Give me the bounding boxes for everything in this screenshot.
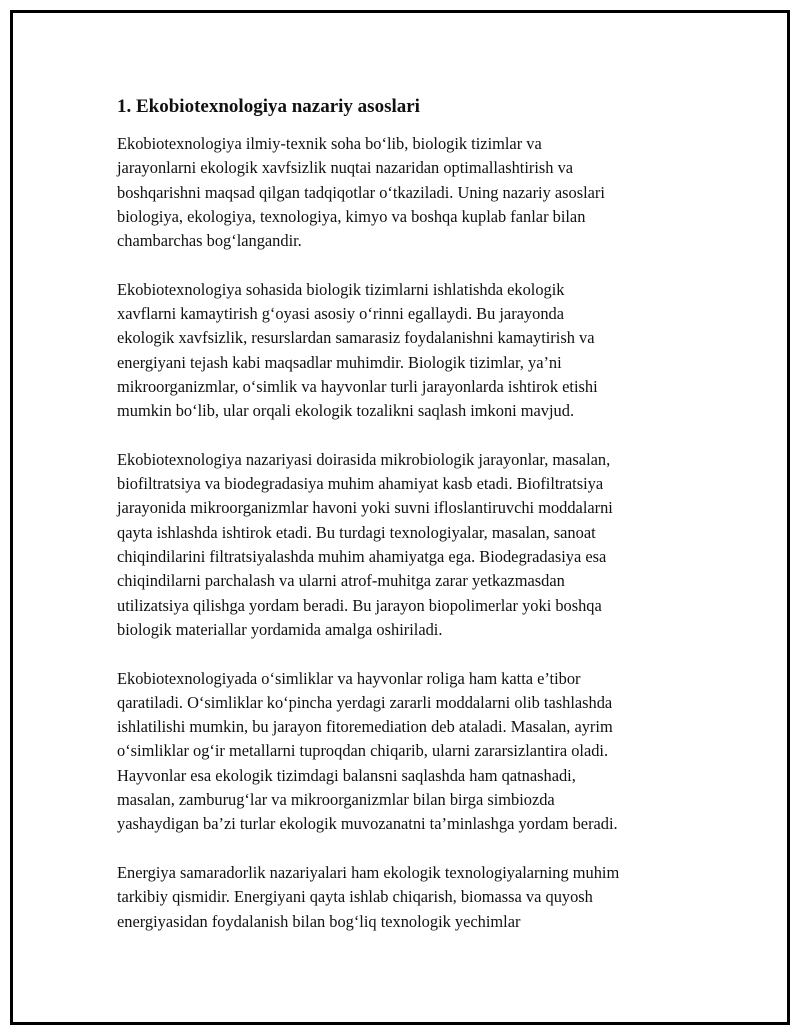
paragraph [117,667,687,837]
paragraph-list [117,132,687,934]
paragraph-line: Ekobiotexnologiya sohasida biologik tizimlarni ishlatishda ekologik [117,279,565,299]
paragraph-line: chambarchas bog‘langandir. [117,231,302,251]
paragraph-line: biologiya, ekologiya, texnologiya, kimyo va boshqa kuplab fanlar bilan [117,206,586,226]
paragraph-line: jarayonlarni ekologik xavfsizlik nuqtai nazaridan optimallashtirish va [117,158,574,178]
paragraph-line: Ekobiotexnologiyada o‘simliklar va hayvonlar roliga ham katta e’tibor [117,668,581,688]
paragraph-line: Energiya samaradorlik nazariyalari ham ekologik texnologiyalarning muhim [117,862,620,882]
paragraph-line: jarayonida mikroorganizmlar havoni yoki suvni ifloslantiruvchi moddalarni [117,498,613,518]
paragraph-line: Hayvonlar esa ekologik tizimdagi balansni saqlashda ham qatnashadi, [117,765,576,785]
section-heading: 1. Ekobiotexnologiya nazariy asoslari [117,96,420,117]
paragraph-line: xavflarni kamaytirish g‘oyasi asosiy o‘rinni egallaydi. Bu jarayonda [117,304,564,324]
paragraph [117,132,687,253]
document-body [117,94,687,958]
paragraph [117,278,687,424]
paragraph-line: chiqindilarini filtratsiyalashda muhim ahamiyatga ega. Biodegradasiya esa [117,547,607,567]
paragraph-line: Ekobiotexnologiya ilmiy-texnik soha bo‘lib, biologik tizimlar va [117,134,542,153]
paragraph-line: biofiltratsiya va biodegradasiya muhim ahamiyat kasb etadi. Biofiltratsiya [117,474,604,494]
paragraph-line: tarkibiy qismidir. Energiyani qayta ishlab chiqarish, biomassa va quyosh [117,887,593,907]
paragraph-line: boshqarishni maqsad qilgan tadqiqotlar o‘tkaziladi. Uning nazariy asoslari [117,182,605,202]
paragraph-line: biologik materiallar yordamida amalga oshiriladi. [117,619,443,639]
paragraph-line: utilizatsiya qilishga yordam beradi. Bu jarayon biopolimerlar yoki boshqa [117,595,602,615]
paragraph-line: qaratiladi. O‘simliklar ko‘pincha yerdagi zararli moddalarni olib tashlashda [117,692,613,712]
paragraph-line: qayta ishlashda ishtirok etadi. Bu turdagi texnologiyalar, masalan, sanoat [117,522,596,542]
paragraph-line: energiyani tejash kabi maqsadlar muhimdir. Biologik tizimlar, ya’ni [117,352,562,372]
paragraph-line: masalan, zamburug‘lar va mikroorganizmlar bilan birga simbiozda [117,790,555,810]
paragraph-line: energiyasidan foydalanish bilan bog‘liq texnologik yechimlar [117,911,521,931]
paragraph-line: ekologik xavfsizlik, resurslardan samarasiz foydalanishni kamaytirish va [117,328,595,348]
paragraph-line: yashaydigan ba’zi turlar ekologik muvozanatni ta’minlashga yordam beradi. [117,814,618,834]
paragraph-line: ishlatilishi mumkin, bu jarayon fitoremediation deb ataladi. Masalan, ayrim [117,717,613,737]
paragraph-line: chiqindilarni parchalash va ularni atrof-muhitga zarar yetkazmasdan [117,571,565,591]
paragraph [117,448,687,642]
paragraph [117,861,687,934]
paragraph-line: mikroorganizmlar, o‘simlik va hayvonlar turli jarayonlarda ishtirok etishi [117,376,598,396]
paragraph-line: o‘simliklar og‘ir metallarni tuproqdan chiqarib, ularni zararsizlantira oladi. [117,741,609,761]
paragraph-line: mumkin bo‘lib, ular orqali ekologik tozalikni saqlash imkoni mavjud. [117,401,575,421]
paragraph-line: Ekobiotexnologiya nazariyasi doirasida mikrobiologik jarayonlar, masalan, [117,449,611,469]
